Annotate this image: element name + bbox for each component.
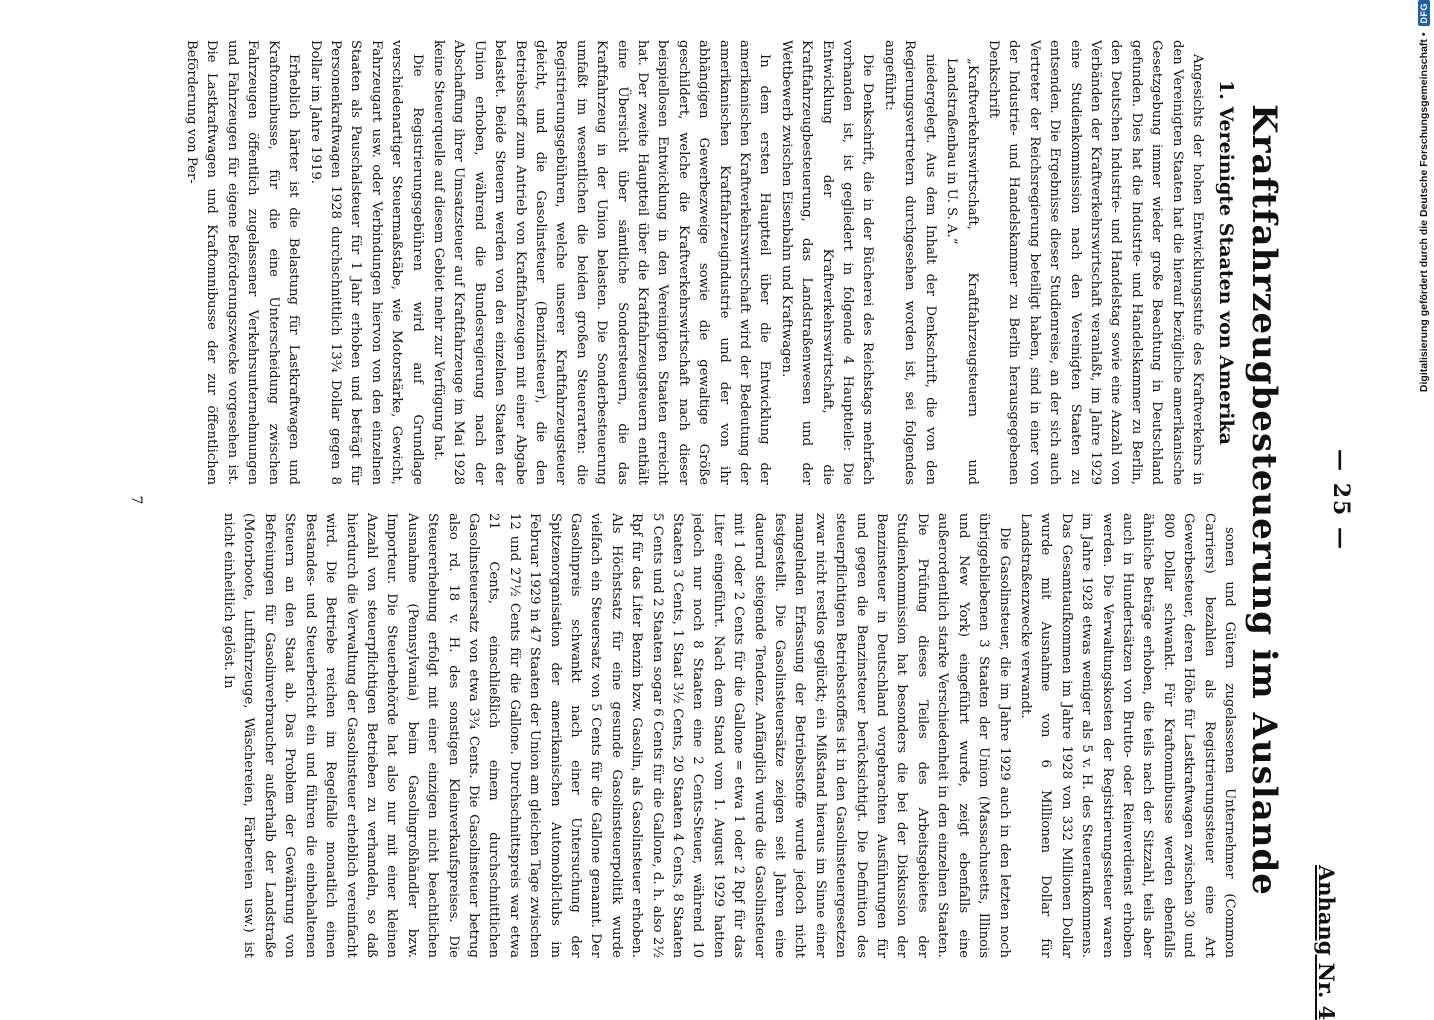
- paragraph: In dem ersten Hauptteil über die Entwicklung der amerikanischen Kraftverkehrswirtschaft wird der Bedeutung der amerikanischen Kraftfahrzeugindustrie und der von ihr abhängigen Gewerbezweige sowie die gewaltige Größe geschildert, welche die Kraftverkehrswirtschaft nach dieser beispiellosen Entwicklung in den Vereinigten Staaten erreicht hat. Der zweite Hauptteil über die Kraftfahrzeugsteuern enthält eine Übersicht über sämtliche Sondersteuern, die das Kraftfahrzeug in der Union belasten. Die Sonderbesteuerung umfaßt im wesentlichen die beiden großen Steuerarten: die Registrierungsgebühren, welche unserer Kraftfahrzeugsteuer gleicht, und die Gasolinsteuer (Benzinsteuer), die den Betriebsstoff zum Antrieb von Kraftfahrzeugen mit einer Abgabe belastet. Beide Steuern werden von den einzelnen Staaten der Union erhoben, während die Bundesregierung nach der Abschaffung ihrer Umsatzsteuer auf Kraftfahrzeuge im Mai 1928 keine Steuerquelle auf diesem Gebiet mehr zur Verfügung hat.: [430, 40, 773, 485]
- publication-title: „Kraftverkehrswirtschaft, Kraftfahrzeugsteuern und Landstraßenbau in U. S. A.“: [944, 58, 980, 485]
- page-title: Kraftfahrzeugbesteuerung im Auslande: [1244, 104, 1284, 896]
- text-columns: [119, 40, 1239, 958]
- paragraph: Die Denkschrift, die in der Bücherei des Reichstags mehrfach vorhanden ist, ist gegliedert in folgende 4 Hauptteile: Die Entwicklung der Kraftverkehrswirtschaft, die Kraftfahrzeugbesteuerung, das Landstraßenwesen und der Wettbewerb zwischen Eisenbahn und Kraftwagen.: [778, 40, 876, 485]
- column-left: [119, 40, 1239, 485]
- page-number: — 25 —: [1328, 449, 1354, 551]
- paragraph: Angesichts der hohen Entwicklungsstufe des Kraftverkehrs in den Vereinigten Staaten hat die hierauf bezügliche amerikanische Gesetzgebung immer wieder große Beachtung in Deutschland gefunden. Dies hat die Industrie- und Handelskammer zu Berlin, den Deutschen Industrie- und Handelstag sowie eine Anzahl von Verbänden der Kraftverkehrswirtschaft veranlaßt, im Jahre 1929 eine Studienkommission nach den Vereinigten Staaten zu entsenden. Die Ergebnisse dieser Studienreise, an der sich auch Vertreter der Reichsregierung beteiligt haben, sind in einer von der Industrie- und Handelskammer zu Berlin herausgegebenen Denkschrift: [985, 40, 1205, 485]
- section-title: 1. Vereinigte Staaten von Amerika: [1215, 80, 1237, 445]
- paragraph: Die Gasolinsteuer, die im Jahre 1929 auch in den letzten noch übriggebliebenen 3 Staaten der Union (Massachusetts, Illinois und New York) eingeführt wurde, zeigt ebenfalls eine außerordentlich starke Verschiedenheit in den einzelnen Staaten. Die Prüfung dieses Teiles des Arbeitsgebietes der Studienkommission hat besonders die bei der Diskussion der Benzinsteuer in Deutschland vorgebrachten Ausführungen für und gegen die Benzinsteuer berücksichtigt. Die Definition des steuerpflichtigen Betriebsstoffes ist in den Gasolinsteuergesetzen zwar nicht restlos geglückt; ein Mißstand hieraus im Sinne einer mangelnden Erfassung der Betriebsstoffe wurde jedoch nicht festgestellt. Die Gasolinsteuersätze zeigen seit Jahren eine dauernd steigende Tendenz. Anfänglich wurde die Gasolinsteuer mit 1 oder 2 Cents für die Gallone = etwa 1 oder 2 Rpf für das Liter eingeführt. Nach dem Stand vom 1. August 1929 hatten jedoch nur noch 8 Staaten eine 2 Cents-Steuer, während 10 Staaten 3 Cents, 1 Staat 3½ Cents, 20 Staaten 4 Cents, 8 Staaten 5 Cents und 2 Staaten sogar 6 Cents für die Gallone, d. h. also 2½ Rpf für das Liter Benzin bzw. Gasolin, als Gasolinsteuer erhoben. Als Höchstsatz für eine gesunde Gasolinsteuerpolitik wurde vielfach ein Steuersatz von 5 Cents für die Gallone genannt. Der Gasolinpreis schwankt nach einer Untersuchung der Spitzenorganisation der amerikanischen Automobilclubs im Februar 1929 in 47 Staaten der Union am gleichen Tage zwischen 12 und 27½ Cents für die Gallone. Durchschnittspreis war etwa 21 Cents, einschließlich einem durchschnittlichen Gasolinsteuersatz von etwa 3¾ Cents. Die Gasolinsteuer betrug also rd. 18 v. H. des sonstigen Kleinverkaufspreises. Die Steuererhebung erfolgt mit einer einzigen nicht beachtlichen Ausnahme (Pennsylvania) beim Gasolingroßhändler bzw. Importeur. Die Steuerbehörde hat also nur mit einer kleinen Anzahl von steuerpflichtigen Betrieben zu verhandeln, so daß hierdurch die Verwaltung der Gasolinsteuer erheblich vereinfacht wird. Die Betriebe reichen im Regelfalle monatlich einen Bestandes- und Steuerbericht ein und führen die einbehaltenen Steuern an den Staat ab. Das Problem der Gewährung von Befreiungen für Gasolinverbraucher außerhalb der Landstraße (Motorboote, Luftfahrzeuge, Wäschereien, Färbereien usw.) ist nicht einheitlich gelöst. In: [221, 513, 1012, 958]
- column-right: [119, 513, 1239, 958]
- paragraph: Die Registrierungsgebühren wird auf Grundlage verschiedenartiger Steuermaßstäbe, wie Motorstärke, Gewicht, Fahrzeugart usw. oder Verbindungen hiervon von den einzelnen Staaten als Pauschalsteuer für 1 Jahr erhoben und beträgt für Personenkraftwagen 1928 durchschnittlich 13¾ Dollar gegen 8 Dollar im Jahre 1919.: [307, 40, 425, 485]
- paragraph: sonen und Gütern zugelassenen Unternehmer (Common Carriers) bezahlen als Registrierungssteuer eine Art Gewerbesteuer, deren Höhe für Lastkraftwagen zwischen 30 und 800 Dollar schwankt. Für Kraftomnibusse werden ebenfalls ähnliche Beträge erhoben, die teils nach der Sitzzahl, teils aber auch in Hundertsätzen von Brutto- oder Reinverdienst erhoben werden. Die Verwaltungskosten der Registrierungssteuer waren im Jahre 1928 etwas weniger als 5 v. H. des Steueraufkommens. Das Gesamtaufkommen im Jahre 1928 von 332 Millionen Dollar wurde mit Ausnahme von 6 Millionen Dollar für Landstraßenzwecke verwandt.: [1017, 513, 1237, 958]
- signature-mark: 7: [128, 495, 144, 505]
- dfg-strip: [1416, 0, 1432, 1000]
- paragraph: niedergelegt. Aus dem Inhalt der Denkschrift, die von den Regierungsvertretern durchgesehen worden ist, sei folgendes angeführt:: [881, 40, 938, 485]
- annex-label: Anhang Nr. 4: [1314, 865, 1339, 1020]
- paragraph: Erheblich härter ist die Belastung für Lastkraftwagen und Kraftomnibusse, für die eine Unterscheidung zwischen Fahrzeugen öffentlich zugelassener Verkehrsunternehmungen und Fahrzeugen für eigene Beförderungszwecke vorgesehen ist. Die Lastkraftwagen und Kraftomnibusse der zur öffentlichen Beförderung von Per-: [184, 40, 302, 485]
- digitization-note: Digitalisierung gefördert durch die Deutsche Forschungsgemeinschaft •: [1418, 32, 1430, 393]
- dfg-logo: DFG: [1418, 0, 1430, 27]
